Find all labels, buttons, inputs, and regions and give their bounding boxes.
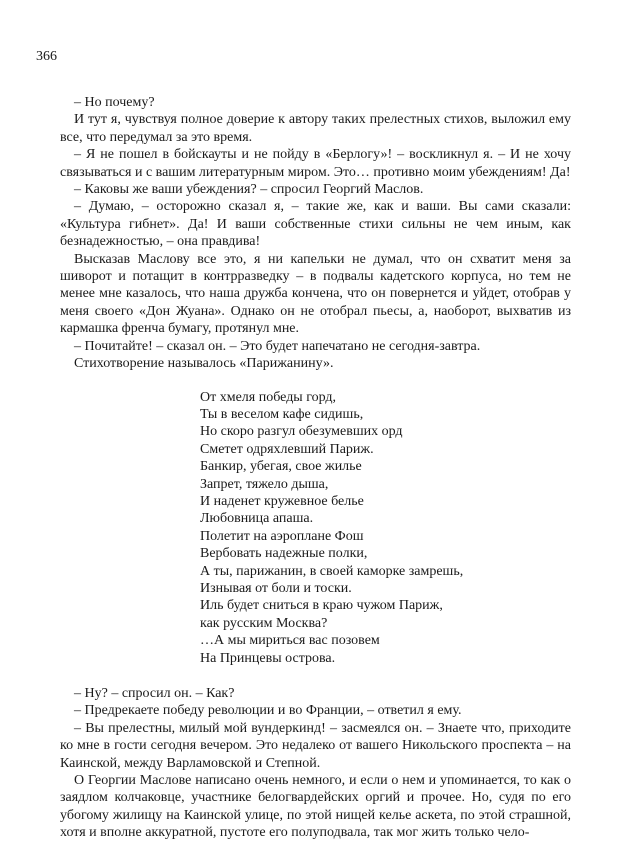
paragraph: И тут я, чувствуя полное доверие к автору таких прелестных стихов, выложил ему все, что передумал за это время.: [60, 112, 571, 145]
poem-line: И наденет кружевное белье: [200, 493, 364, 509]
poem-line: Сметет одряхлевший Париж.: [200, 441, 374, 457]
poem: [200, 389, 571, 668]
poem-line: Но скоро разгул обезумевших орд: [200, 424, 403, 440]
paragraph: – Я не пошел в бойскауты и не пойду в «Берлогу»! – воскликнул я. – И не хочу связываться и с вашим литературным миром. Это… противно моим убеждениям! Да!: [60, 147, 571, 180]
paragraph: Стихотворение называлось «Парижанину».: [74, 356, 334, 372]
poem-line: Вербовать надежные полки,: [200, 546, 368, 562]
poem-line: Полетит на аэроплане Фош: [200, 528, 364, 544]
poem-line: …А мы мириться вас позовем: [200, 633, 380, 649]
page-number: 366: [36, 49, 57, 64]
poem-line: Иль будет сниться в краю чужом Париж,: [200, 598, 443, 614]
poem-line: Любовница апаша.: [200, 511, 314, 527]
paragraph: – Думаю, – осторожно сказал я, – такие же, как и ваши. Вы сами сказали: «Культура гибнет». Да! И ваши собственные стихи сильны не чем иным, как безнадежностью, – она правдива!: [60, 199, 571, 250]
poem-line: Изнывая от боли и тоски.: [200, 580, 352, 596]
poem-line: Запрет, тяжело дыша,: [200, 476, 329, 492]
poem-line: На Принцевы острова.: [200, 650, 336, 666]
paragraph: – Но почему?: [74, 95, 155, 110]
paragraph: Высказав Маслову все это, я ни капельки не думал, что он схватит меня за шиворот и потащит в контрразведку – в подвалы кадетского корпуса, но тем не менее мне казалось, что наша дружба кончена, что он повернется и уйдет, отобрав у меня своего «Дон Жуана». Однако он не отобрал пьесы, а, наоборот, выхватив из кармашка френча бумагу, протянул мне.: [60, 251, 571, 337]
poem-line: А ты, парижанин, в своей каморке замрешь,: [200, 563, 464, 579]
page-body: [60, 94, 571, 842]
poem-line: От хмеля победы горд,: [200, 389, 337, 405]
paragraph: – Вы прелестны, милый мой вундеркинд! – засмеялся он. – Знаете что, приходите ко мне в гости сегодня вечером. Это недалеко от вашего Никольского проспекта – на Каинской, между Варламовской и Степной.: [60, 720, 571, 771]
paragraph: – Ну? – спросил он. – Как?: [74, 686, 235, 701]
paragraph: О Георгии Маслове написано очень немного, и если о нем и упоминается, то как о заядлом колчаковце, участнике белогвардейских оргий и прочее. Но, судя по его убогому жилищу на Каинской улице, по этой нищей келье аскета, по этой страшной, хотя и вполне аккуратной, пустоте его полуподвала, так мог жить только чело-: [60, 773, 571, 841]
poem-line: Ты в веселом кафе сидишь,: [200, 406, 364, 422]
poem-line: как русским Москва?: [200, 615, 328, 631]
paragraph: – Каковы же ваши убеждения? – спросил Георгий Маслов.: [74, 182, 424, 198]
paragraph: – Почитайте! – сказал он. – Это будет напечатано не сегодня-завтра.: [74, 338, 481, 354]
paragraph: – Предрекаете победу революции и во Франции, – ответил я ему.: [74, 703, 462, 719]
poem-line: Банкир, убегая, свое жилье: [200, 459, 362, 475]
